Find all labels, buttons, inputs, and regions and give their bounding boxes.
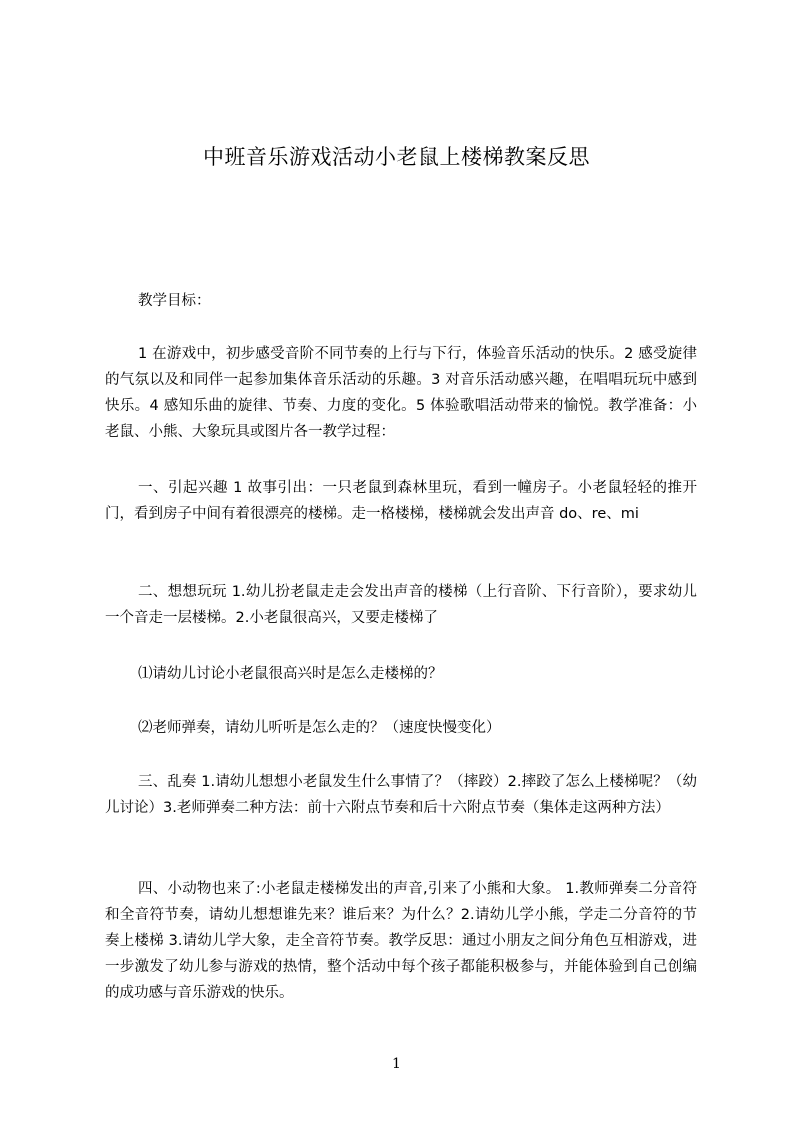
section-2-question-1: ⑴请幼儿讨论小老鼠很高兴时是怎么走楼梯的？ <box>138 666 443 682</box>
document-title: 中班音乐游戏活动小老鼠上楼梯教案反思 <box>203 145 590 169</box>
section-2-paragraph: 二、想想玩玩 1.幼儿扮老鼠走走会发出声音的楼梯（上行音阶、下行音阶），要求幼儿一个音走一层楼梯。2.小老鼠很高兴，又要走楼梯了 <box>105 584 697 626</box>
section-1-paragraph: 一、引起兴趣 1 故事引出：一只老鼠到森林里玩，看到一幢房子。小老鼠轻轻的推开门，看到房子中间有着很漂亮的楼梯。走一格楼梯，楼梯就会发出声音 do、re、mi <box>105 480 697 522</box>
section-2-question-2: ⑵老师弹奏，请幼儿听听是怎么走的？（速度快慢变化） <box>138 720 501 736</box>
section-4-paragraph: 四、小动物也来了:小老鼠走楼梯发出的声音,引来了小熊和大象。 1.教师弹奏二分音符和全音符节奏，请幼儿想想谁先来？谁后来？为什么？2.请幼儿学小熊，学走二分音符的节奏上楼梯 3.请幼儿学大象，走全音符节奏。教学反思：通过小朋友之间分角色互相游戏，进一步激发了幼儿参与游戏的热情，整个活动中每个孩子都能积极参与，并能体验到自己创编的成功感与音乐游戏的快乐。 <box>105 881 697 1001</box>
section-3-paragraph: 三、乱奏 1.请幼儿想想小老鼠发生什么事情了？（摔跤）2.摔跤了怎么上楼梯呢？（幼儿讨论）3.老师弹奏二种方法：前十六附点节奏和后十六附点节奏（集体走这两种方法） <box>105 774 697 816</box>
teaching-goals-paragraph: 1 在游戏中，初步感受音阶不同节奏的上行与下行，体验音乐活动的快乐。2 感受旋律的气氛以及和同伴一起参加集体音乐活动的乐趣。3 对音乐活动感兴趣，在唱唱玩玩中感到快乐。4 感知乐曲的旋律、节奏、力度的变化。5 体验歌唱活动带来的愉悦。教学准备：小老鼠、小熊、大象玩具或图片各一教学过程： <box>105 346 697 440</box>
page-number: 1 <box>392 1056 401 1072</box>
teaching-goals-heading: 教学目标： <box>138 293 211 309</box>
